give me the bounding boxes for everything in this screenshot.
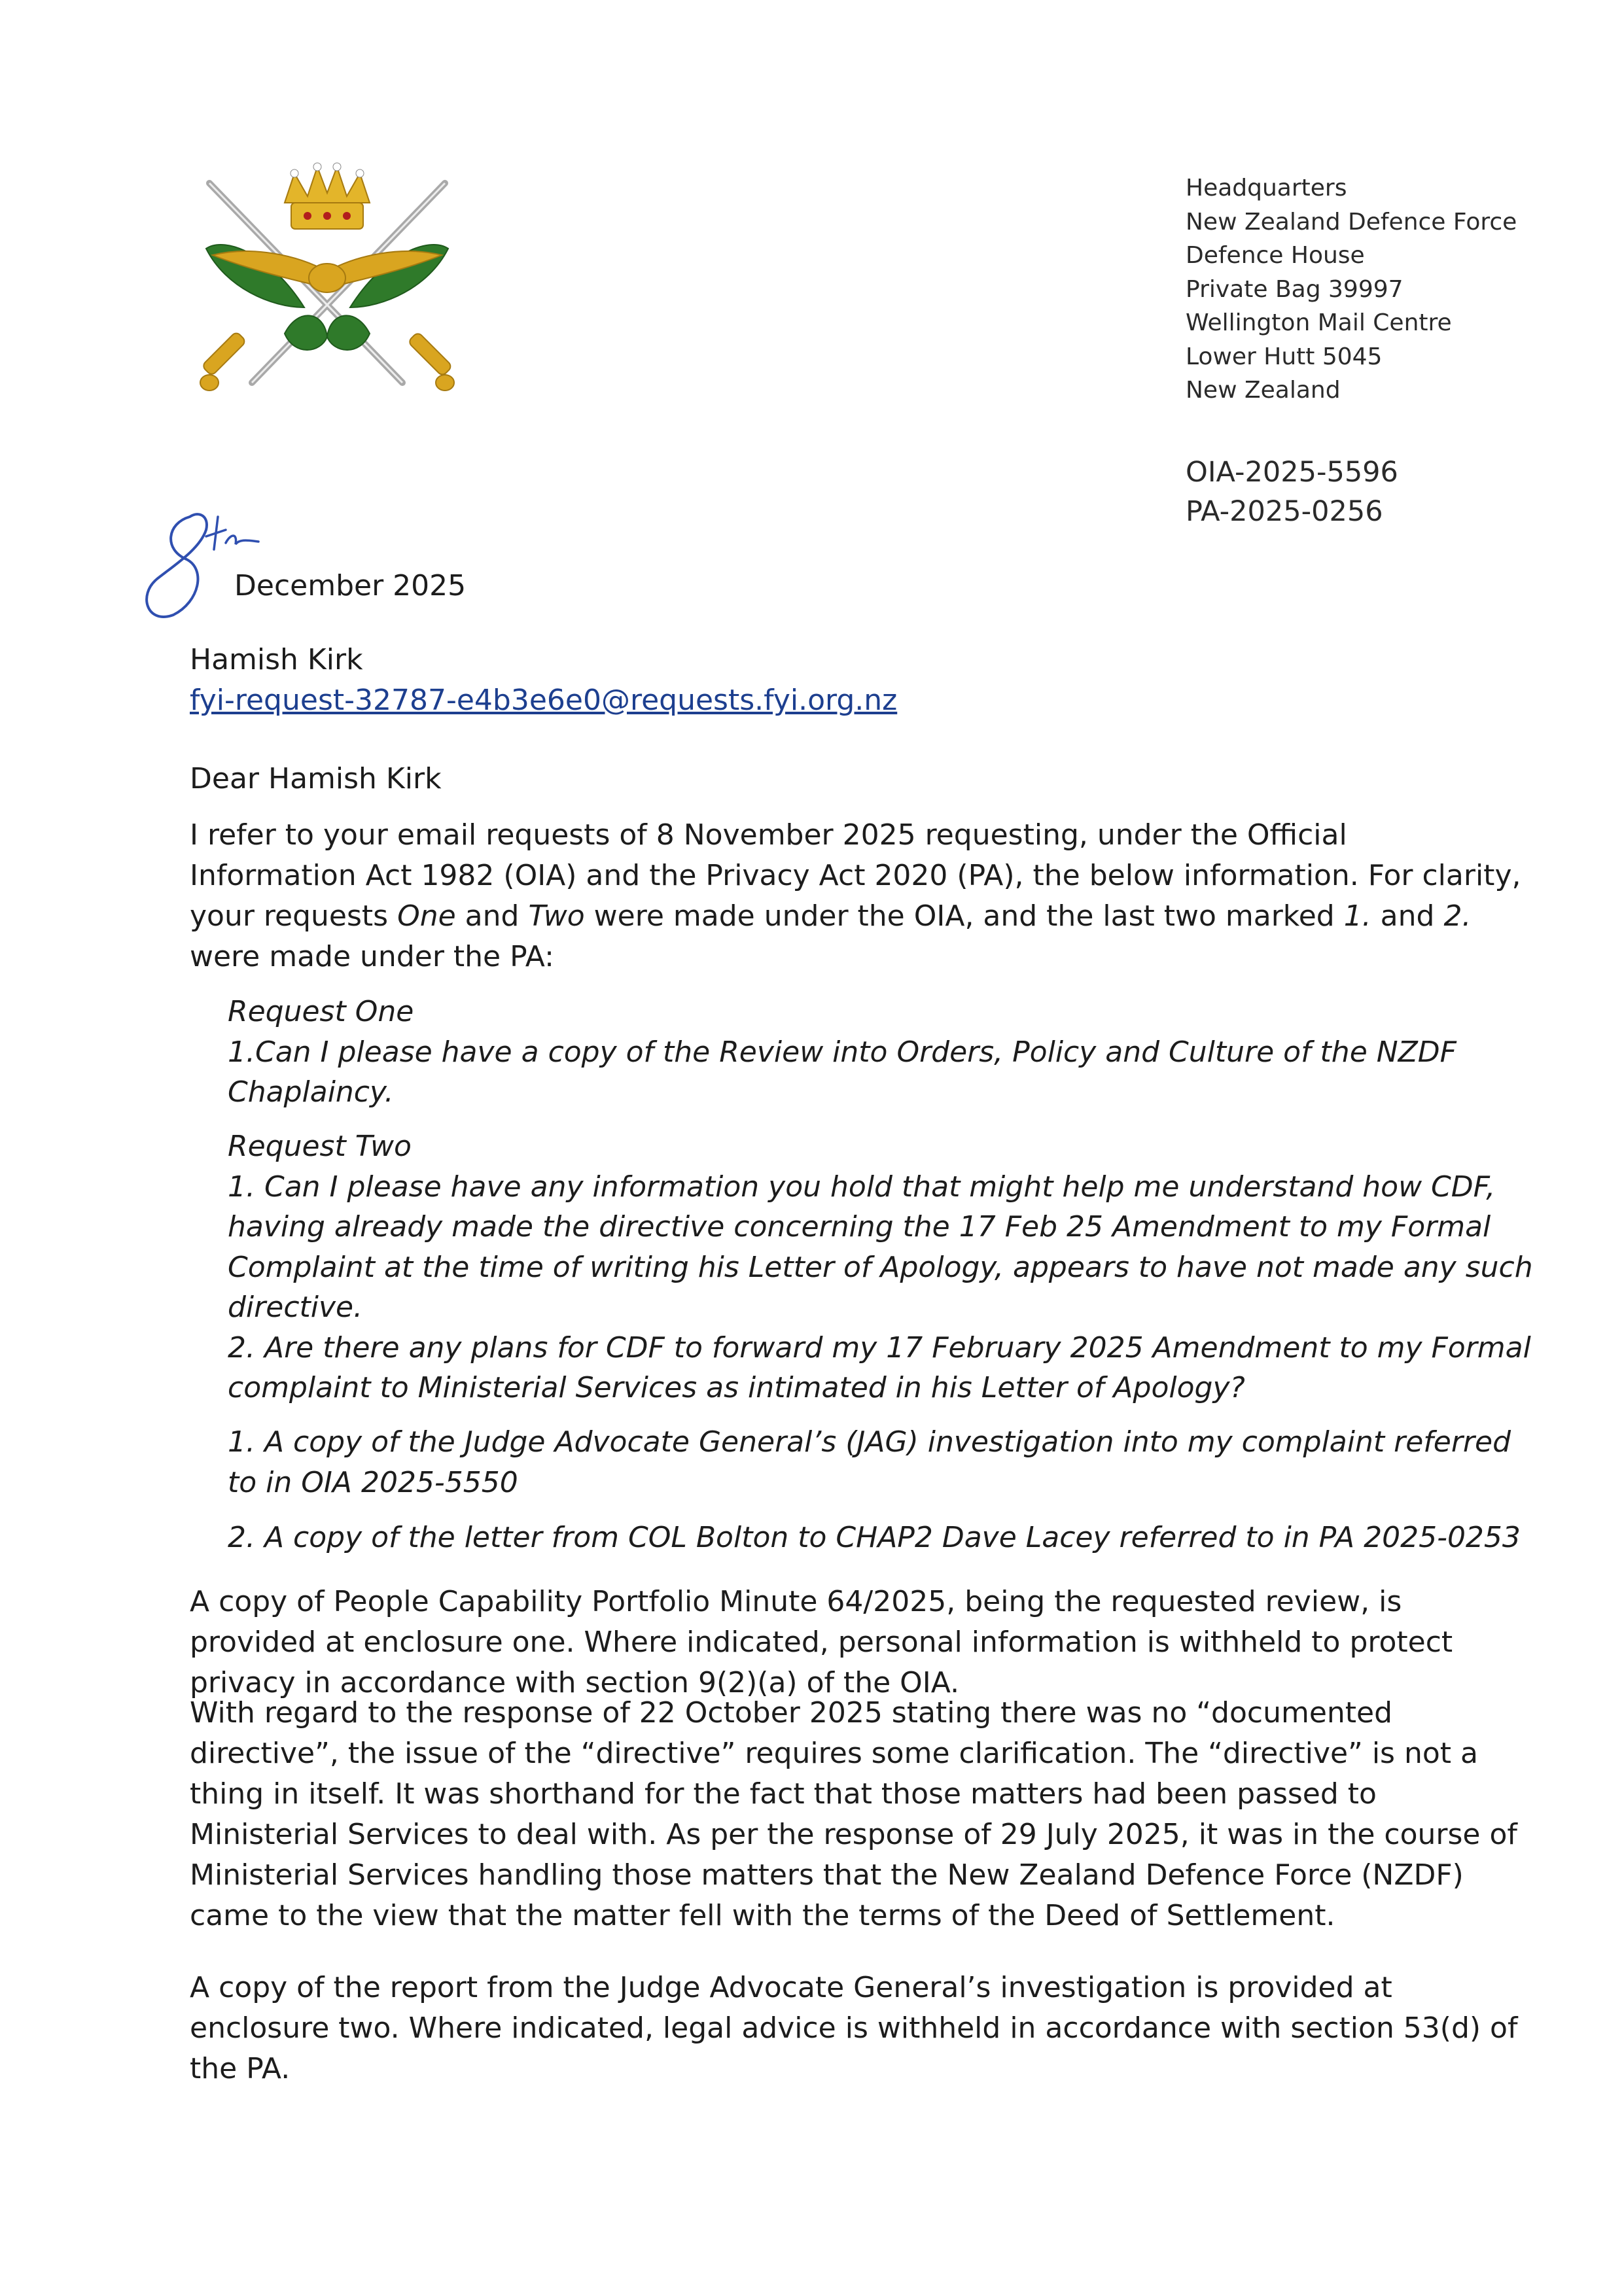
address-line: Lower Hutt 5045 [1186, 343, 1383, 370]
intro-paragraph [190, 815, 1521, 977]
address-line: New Zealand Defence Force [1186, 208, 1517, 235]
request-heading: Request One [228, 995, 414, 1028]
pa-request-one-quote [228, 1422, 1511, 1503]
recipient-email-link[interactable]: fyi-request-32787-e4b3e6e0@requests.fyi.org.nz [190, 684, 898, 717]
pa-request-two-quote [228, 1518, 1521, 1558]
paragraph-line: With regard to the response of 22 October 2025 stating there was no “documented [190, 1696, 1393, 1730]
request-heading: Request Two [228, 1130, 412, 1163]
reference-numbers [1186, 453, 1398, 531]
paragraph-line: enclosure two. Where indicated, legal advice is withheld in accordance with section 53(d) of [190, 2011, 1518, 2045]
intro-line: Information Act 1982 (OIA) and the Privacy Act 2020 (PA), the below information. For clarity, [190, 859, 1521, 892]
paragraph-line: provided at enclosure one. Where indicated, personal information is withheld to protect [190, 1626, 1453, 1659]
address-line: Wellington Mail Centre [1186, 309, 1452, 336]
request-line: Complaint at the time of writing his Letter of Apology, appears to have not made any such [228, 1250, 1533, 1284]
jag-paragraph [190, 1968, 1518, 2089]
paragraph-line: A copy of the report from the Judge Advocate General’s investigation is provided at [190, 1971, 1392, 2004]
request-line: 2. A copy of the letter from COL Bolton to CHAP2 Dave Lacey referred to in PA 2025-0253 [228, 1521, 1521, 1554]
request-line: directive. [228, 1291, 363, 1324]
paragraph-line: A copy of People Capability Portfolio Minute 64/2025, being the requested review, is [190, 1585, 1402, 1618]
request-line: 1. Can I please have any information you hold that might help me understand how CDF, [228, 1170, 1496, 1204]
request-line: 1.Can I please have a copy of the Review into Orders, Policy and Culture of the NZDF [228, 1035, 1456, 1069]
intro-line: I refer to your email requests of 8 November 2025 requesting, under the Official [190, 818, 1347, 852]
request-line: 2. Are there any plans for CDF to forward my 17 February 2025 Amendment to my Formal [228, 1331, 1531, 1365]
recipient-block [190, 640, 897, 721]
directive-paragraph [190, 1693, 1517, 1936]
request-one-quote [228, 992, 1471, 1113]
request-line: to in OIA 2025-5550 [228, 1465, 518, 1499]
recipient-name: Hamish Kirk [190, 643, 363, 676]
intro-line: were made under the PA: [190, 940, 554, 973]
address-line: Defence House [1186, 242, 1365, 269]
oia-reference: OIA-2025-5596 [1186, 456, 1398, 489]
paragraph-line: privacy in accordance with section 9(2)(a) of the OIA. [190, 1666, 960, 1699]
pa-reference: PA-2025-0256 [1186, 495, 1383, 528]
request-line: complaint to Ministerial Services as intimated in his Letter of Apology? [228, 1371, 1245, 1404]
address-line: Private Bag 39997 [1186, 275, 1403, 303]
paragraph-line: thing in itself. It was shorthand for the fact that those matters had been passed to [190, 1777, 1377, 1811]
request-line: 1. A copy of the Judge Advocate General’s (JAG) investigation into my complaint referred [228, 1425, 1511, 1459]
paragraph-line: came to the view that the matter fell with the terms of the Deed of Settlement. [190, 1899, 1335, 1932]
address-line: Headquarters [1186, 175, 1347, 201]
intro-line: your requests One and Two were made under the OIA, and the last two marked 1. and 2. [190, 899, 1472, 933]
salutation: Dear Hamish Kirk [190, 762, 442, 795]
paragraph-line: the PA. [190, 2052, 291, 2085]
nzdf-crest-logo [186, 157, 468, 406]
request-two-quote [228, 1126, 1533, 1408]
letter-date: December 2025 [234, 569, 467, 602]
request-line: having already made the directive concerning the 17 Feb 25 Amendment to my Formal [228, 1210, 1491, 1244]
address-line: New Zealand [1186, 377, 1341, 404]
letterhead-address [1186, 171, 1517, 408]
paragraph-line: Ministerial Services to deal with. As per the response of 29 July 2025, it was in the course of [190, 1818, 1517, 1851]
request-line: Chaplaincy. [228, 1075, 394, 1109]
paragraph-line: directive”, the issue of the “directive” requires some clarification. The “directive” is not a [190, 1737, 1478, 1770]
paragraph-line: Ministerial Services handling those matters that the New Zealand Defence Force (NZDF) [190, 1858, 1464, 1892]
review-paragraph [190, 1582, 1466, 1703]
